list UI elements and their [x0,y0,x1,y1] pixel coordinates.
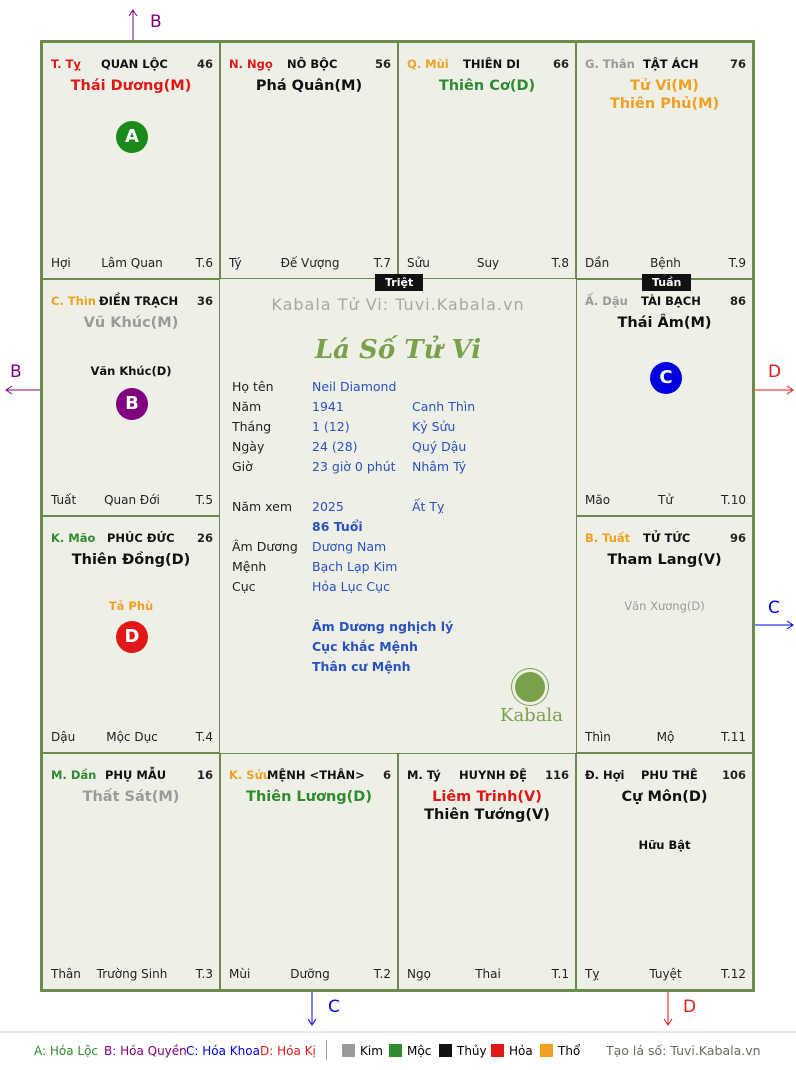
foot-stage: Suy [476,256,500,270]
star-liem-trinh: Liêm Trinh(V) [432,789,542,805]
badge-triet: Triệt [375,274,423,291]
palace-tat-ach[interactable] [576,42,753,279]
palace-name: TÀI BẠCH [641,294,701,308]
legend-divider [326,1040,327,1060]
foot-stage: Trường Sinh [96,967,168,981]
palace-branch: Q. Mùi [407,57,449,71]
tho-swatch-icon [540,1044,553,1057]
palace-name: ĐIỀN TRẠCH [99,294,179,308]
value-ngay: 24 (28) [312,439,358,454]
foot-stage: Bệnh [650,256,681,270]
arrow-label-b-top: B [150,12,162,32]
foot-month: T.8 [551,256,569,270]
legend-kim: Kim [342,1044,383,1058]
legend-thuy: Thủy [439,1044,487,1058]
label-menh: Mệnh [232,559,267,574]
label-thang: Tháng [232,419,272,434]
palace-branch: G. Thân [585,57,635,71]
marker-d: D [116,621,148,653]
foot-branch: Tuất [51,493,77,507]
main-star: Thất Sát(M) [82,789,180,805]
legend-hoa: Hỏa [491,1044,533,1058]
foot-month: T.4 [195,730,213,744]
foot-branch: Tý [229,256,242,270]
moc-swatch-icon [389,1044,402,1057]
palace-name: TỬ TỨC [643,531,691,545]
foot-branch: Dần [585,256,610,270]
palace-age: 16 [196,768,213,782]
palace-branch: T. Tỵ [51,57,81,71]
palace-age: 36 [196,294,213,308]
palace-name: MỆNH <THÂN> [267,768,365,782]
foot-month: T.3 [195,967,213,981]
note-am-duong: Âm Dương nghịch lý [312,619,454,634]
foot-branch: Thìn [585,730,611,744]
foot-stage: Mộc Dục [106,730,158,744]
marker-b: B [116,388,148,420]
foot-month: T.11 [721,730,746,744]
main-star: Cự Môn(D) [621,789,708,805]
label-ho-ten: Họ tên [232,379,274,394]
palace-branch: N. Ngọ [229,57,273,71]
main-star: Thái Âm(M) [617,315,712,331]
value-gio-can: Nhâm Tý [412,459,467,474]
center-info-panel [220,279,576,753]
legend-site-link[interactable]: Tạo lá số: Tuvi.Kabala.vn [606,1043,761,1058]
main-star: Vũ Khúc(M) [83,315,179,331]
foot-stage: Tuyệt [649,967,682,981]
palace-age: 6 [382,768,391,782]
value-ho-ten: Neil Diamond [312,379,397,394]
kim-swatch-icon [342,1044,355,1057]
main-star: Thiên Lương(D) [246,789,372,805]
note-cuc-khac-menh: Cục khắc Mệnh [312,639,418,654]
foot-stage: Đế Vượng [280,256,340,270]
marker-a: A [116,121,148,153]
foot-stage: Lâm Quan [101,256,163,270]
main-star [577,77,752,113]
arrow-label-c-right: C [768,598,780,618]
palace-branch: C. Thìn [51,294,96,308]
foot-month: T.6 [195,256,213,270]
tree-icon [512,669,548,705]
palace-huynh-de[interactable] [398,753,576,990]
star-thien-phu: Thiên Phủ(M) [609,96,720,112]
value-ngay-can: Quý Dậu [412,439,467,454]
watermark: Kabala Tử Vi: Tuvi.Kabala.vn [271,295,525,314]
star-tu-vi: Tử Vi(M) [630,78,699,94]
value-nam-can: Canh Thìn [412,399,476,414]
palace-branch: Ấ. Dậu [585,294,628,308]
chart-title: Lá Số Tử Vi [314,335,482,365]
foot-month: T.5 [195,493,213,507]
foot-month: T.9 [728,256,746,270]
palace-age: 116 [544,768,569,782]
label-nam-xem: Năm xem [232,499,293,514]
legend-hoa-khoa: C: Hóa Khoa [186,1044,260,1058]
palace-age: 76 [729,57,746,71]
palace-name: QUAN LỘC [101,57,168,71]
value-gio: 23 giờ 0 phút [312,459,396,474]
foot-month: T.2 [373,967,391,981]
palace-name: PHỤ MẪU [105,768,167,782]
foot-branch: Mùi [229,967,251,981]
palace-branch: M. Dần [51,768,97,782]
legend-hoa-ki: D: Hóa Kị [260,1044,316,1058]
label-ngay: Ngày [232,439,265,454]
palace-branch: Đ. Hợi [585,768,625,782]
palace-name: PHU THÊ [641,768,698,782]
minor-star: Văn Xương(D) [624,599,705,613]
palace-phu-mau[interactable] [42,753,220,990]
main-star: Thiên Đồng(D) [71,552,191,568]
foot-branch: Tỵ [585,967,600,981]
foot-stage: Mộ [656,730,675,744]
palace-thien-di[interactable] [398,42,576,279]
foot-month: T.10 [721,493,746,507]
palace-branch: K. Mão [51,531,96,545]
label-cuc: Cục [232,579,256,594]
legend-hoa-loc: A: Hóa Lộc [34,1044,99,1058]
logo-text: Kabala [500,705,563,726]
palace-age: 46 [196,57,213,71]
main-star: Thiên Cơ(D) [438,78,536,94]
legend-tho: Thổ [540,1044,580,1058]
palace-name: HUYNH ĐỆ [459,768,528,782]
palace-age: 96 [729,531,746,545]
foot-branch: Dậu [51,730,76,744]
foot-month: T.1 [551,967,569,981]
value-menh: Bạch Lạp Kim [312,559,398,574]
palace-menh[interactable] [220,753,398,990]
value-thang: 1 (12) [312,419,350,434]
foot-branch: Sửu [407,256,430,270]
palace-branch: M. Tý [407,768,441,782]
arrow-label-b-left: B [10,362,22,382]
foot-branch: Thân [51,967,81,981]
minor-star: Văn Khúc(D) [90,364,172,378]
legend-moc: Mộc [389,1044,431,1058]
palace-dien-trach[interactable] [42,279,220,516]
note-than-cu-menh: Thân cư Mệnh [312,659,411,674]
arrow-label-d-right: D [768,362,782,382]
palace-age: 106 [721,768,746,782]
palace-tu-tuc[interactable] [576,516,753,753]
foot-stage: Tử [658,493,673,507]
palace-phu-the[interactable] [576,753,753,990]
main-star [399,788,575,824]
palace-phuc-duc[interactable] [42,516,220,753]
palace-name: THIÊN DI [463,57,521,71]
value-am-duong: Dương Nam [312,539,387,554]
hoa-swatch-icon [491,1044,504,1057]
foot-month: T.12 [721,967,746,981]
value-tuoi: 86 Tuổi [312,519,363,534]
value-nam: 1941 [312,399,344,414]
value-thang-can: Kỷ Sửu [412,419,456,434]
palace-tai-bach[interactable] [576,279,753,516]
foot-branch: Ngọ [407,967,431,981]
label-am-duong: Âm Dương [232,539,298,554]
chart-board [40,40,755,992]
label-gio: Giờ [232,459,253,474]
badge-tuan: Tuần [642,274,691,291]
value-nam-xem-can: Ất Tỵ [412,499,445,514]
main-star: Thái Dương(M) [70,78,192,94]
foot-branch: Hợi [51,256,71,270]
foot-stage: Dưỡng [290,967,330,981]
minor-star: Hữu Bật [638,838,691,852]
palace-no-boc[interactable] [220,42,398,279]
label-nam: Năm [232,399,262,414]
main-star: Tham Lang(V) [607,552,722,568]
foot-branch: Mão [585,493,611,507]
palace-branch: B. Tuất [585,531,631,545]
palace-age: 56 [374,57,391,71]
palace-name: PHÚC ĐỨC [107,531,175,545]
foot-stage: Thai [475,967,501,981]
star-thien-tuong: Thiên Tướng(V) [424,807,550,823]
kabala-logo [500,669,563,726]
palace-age: 26 [196,531,213,545]
value-cuc: Hỏa Lục Cục [312,579,390,594]
main-star: Phá Quân(M) [255,78,363,94]
minor-star: Tả Phù [108,599,154,613]
palace-age: 66 [552,57,569,71]
info-block [232,379,562,679]
value-nam-xem: 2025 [312,499,344,514]
palace-branch: K. Sửu [229,768,271,782]
arrow-label-d-bottom: D [683,997,697,1017]
thuy-swatch-icon [439,1044,452,1057]
legend-hoa-quyen: B: Hóa Quyền [104,1044,187,1058]
foot-month: T.7 [373,256,391,270]
arrow-label-c-bottom: C [328,997,340,1017]
foot-stage: Quan Đới [104,493,160,507]
palace-quan-loc[interactable] [42,42,220,279]
palace-name: TẬT ÁCH [643,57,699,71]
palace-age: 86 [729,294,746,308]
legend-bar [0,1040,796,1062]
palace-name: NÔ BỘC [287,57,338,71]
marker-c: C [650,362,682,394]
